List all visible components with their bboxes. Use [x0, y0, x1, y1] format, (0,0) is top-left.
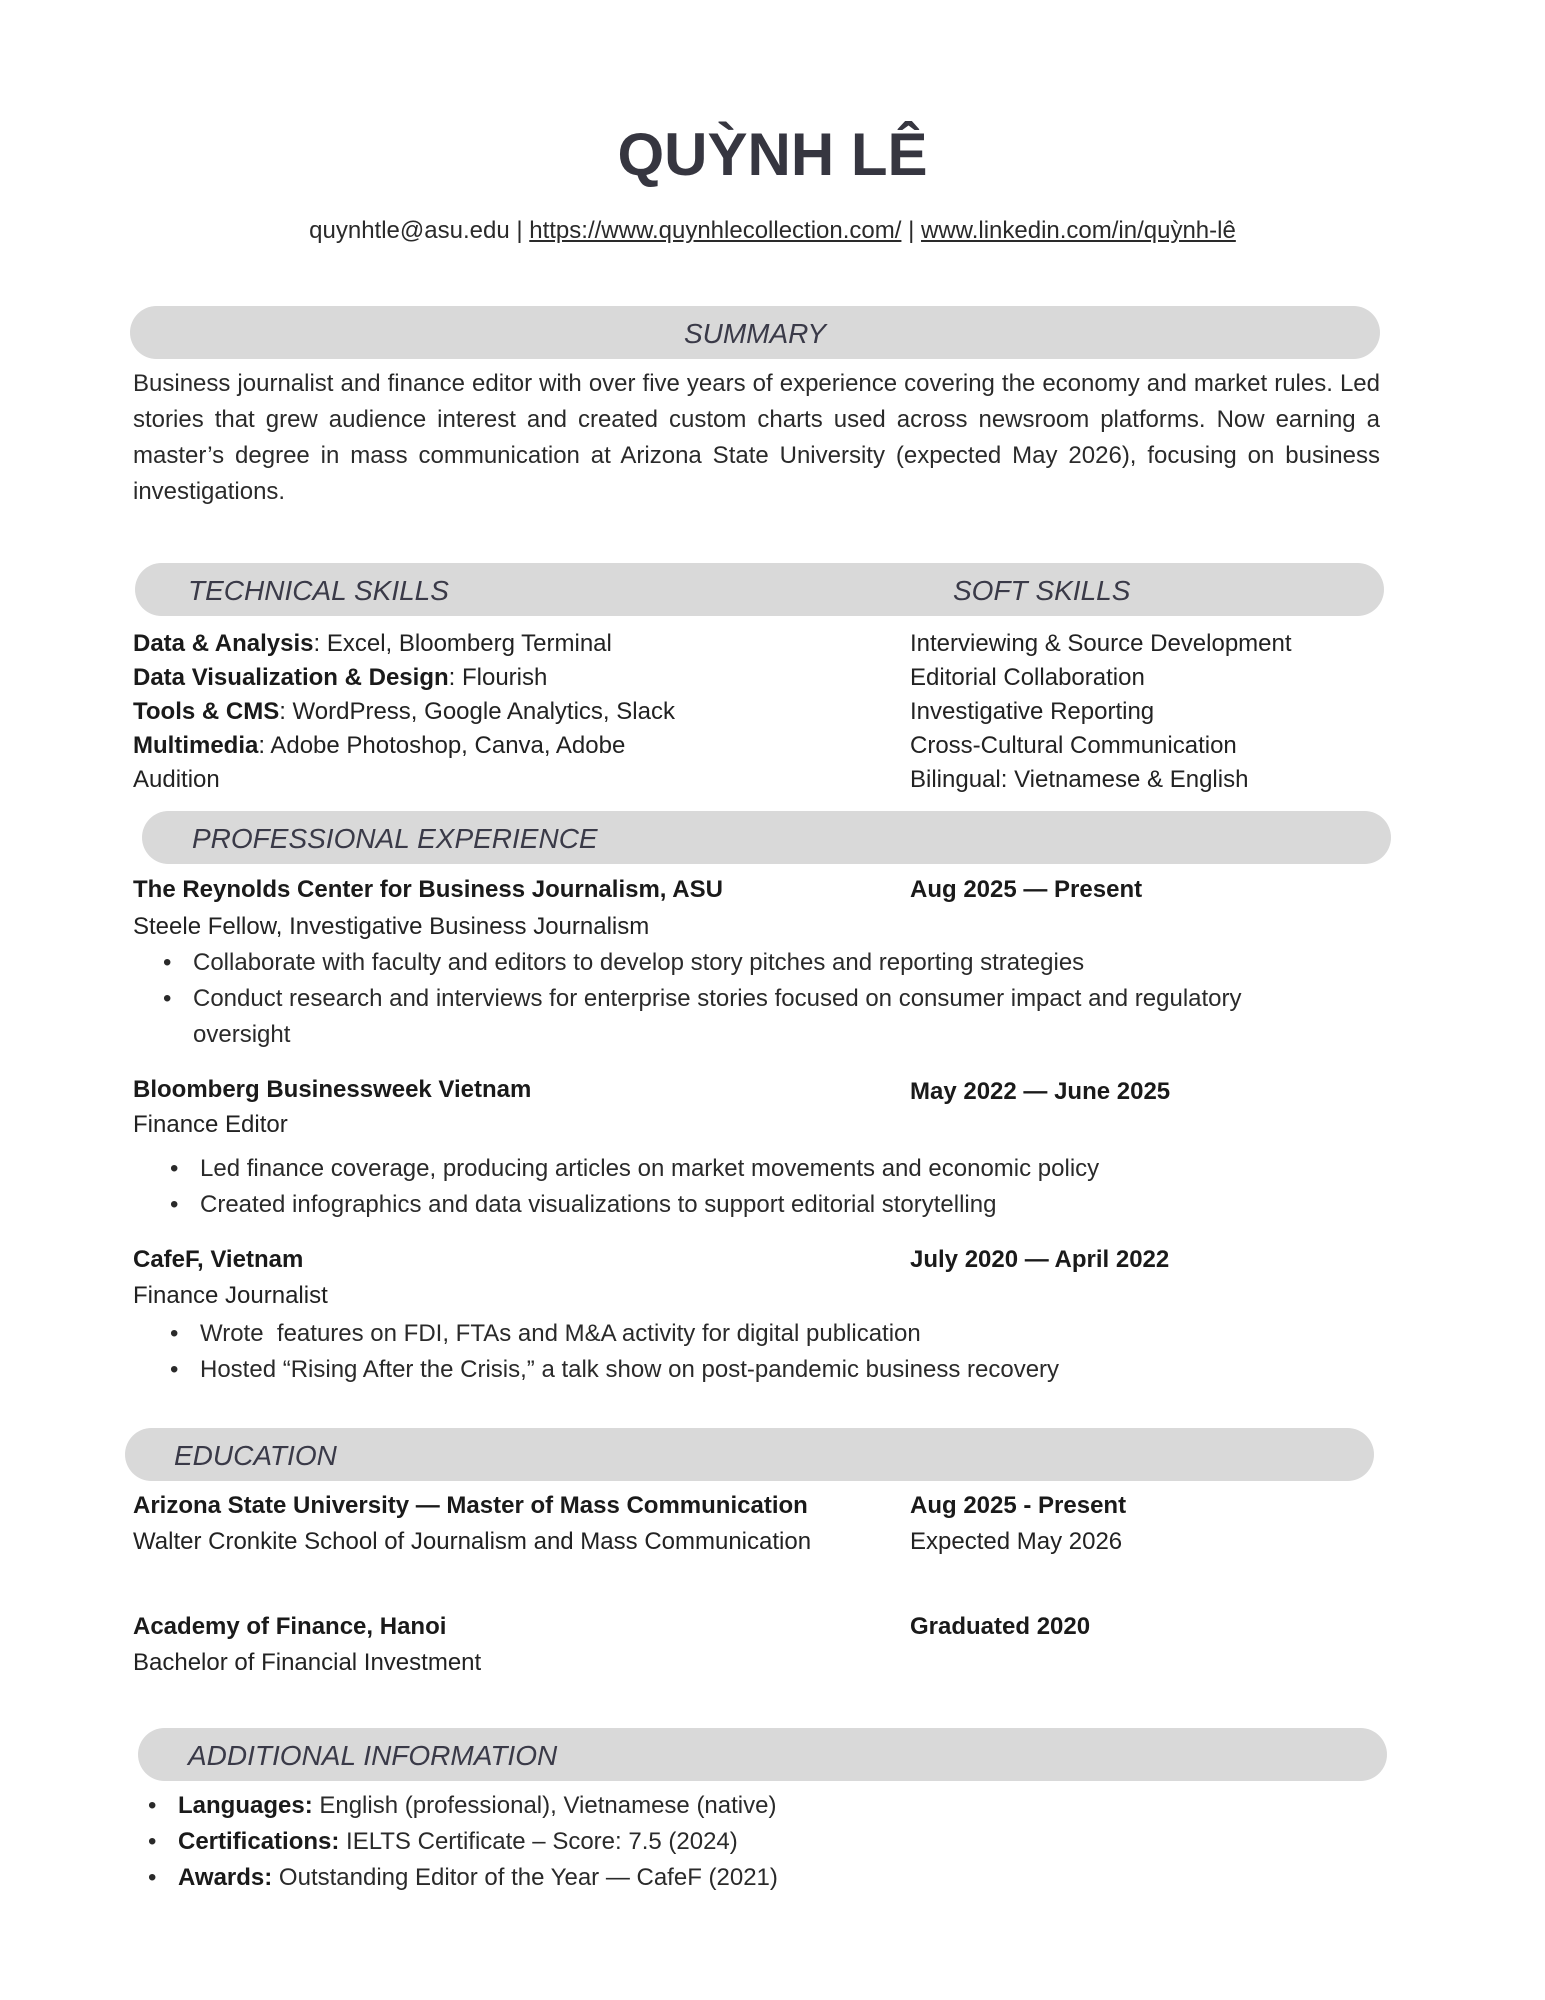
summary-heading: SUMMARY: [683, 318, 827, 349]
job-bullet: • Created infographics and data visualizations to support editorial storytelling: [200, 1187, 1099, 1223]
technical-skill-item: Multimedia: Adobe Photoshop, Canva, Adobe: [133, 732, 626, 759]
job-bullet: • Conduct research and interviews for enterprise stories focused on consumer impact and regulatory: [193, 981, 1242, 1017]
technical-skill-item: Audition: [133, 766, 220, 793]
bullet-icon: •: [163, 949, 172, 976]
technical-skill-item: Data & Analysis: Excel, Bloomberg Terminal: [133, 630, 612, 657]
job-bullet-continuation: oversight: [193, 1021, 291, 1048]
bullet-icon: •: [148, 1792, 157, 1819]
education-detail: Walter Cronkite School of Journalism and Mass Communication: [133, 1528, 812, 1555]
additional-item: • Awards: Outstanding Editor of the Year — CafeF (2021): [178, 1860, 778, 1896]
job-organization: CafeF, Vietnam: [133, 1246, 304, 1273]
candidate-name: QUỲNH LÊ: [617, 121, 928, 188]
additional-header-bar: [138, 1728, 1387, 1781]
technical-skills-heading: TECHNICAL SKILLS: [188, 575, 449, 606]
education-dates: Aug 2025 - Present: [910, 1492, 1127, 1519]
linkedin-link[interactable]: www.linkedin.com/in/quỳnh-lê: [921, 217, 1236, 244]
website-link[interactable]: https://www.quynhlecollection.com/: [529, 217, 902, 244]
job-bullet: • Hosted “Rising After the Crisis,” a talk show on post-pandemic business recovery: [200, 1352, 1059, 1388]
education-note: Expected May 2026: [910, 1528, 1123, 1555]
job-bullets: [163, 945, 1242, 1053]
summary-header-bar: [130, 306, 1380, 359]
soft-skill-item: Interviewing & Source Development: [910, 630, 1292, 657]
technical-skill-item: Tools & CMS: WordPress, Google Analytics, Slack: [133, 698, 675, 725]
job-role: Steele Fellow, Investigative Business Journalism: [133, 913, 650, 940]
separator: |: [516, 217, 523, 244]
technical-skill-item: Data Visualization & Design: Flourish: [133, 664, 548, 691]
bullet-icon: •: [170, 1356, 179, 1383]
bullet-icon: •: [148, 1864, 157, 1891]
email-text: quynhtle@asu.edu: [309, 217, 510, 244]
additional-item: • Languages: English (professional), Vietnamese (native): [178, 1788, 778, 1824]
education-school: Arizona State University — Master of Mass Communication: [133, 1492, 808, 1519]
education-school: Academy of Finance, Hanoi: [133, 1613, 447, 1640]
skills-header-bar: [135, 563, 1384, 616]
job-bullets: [170, 1151, 1100, 1223]
bullet-icon: •: [163, 985, 172, 1012]
education-header-bar: [125, 1428, 1374, 1481]
soft-skills-heading: SOFT SKILLS: [953, 575, 1131, 606]
summary-paragraph: Business journalist and finance editor with over five years of experience covering the economy and market rules. Led stories that grew audience interest and created custom charts used across newsroom platforms. Now earning a master’s degree in mass communication at Arizona State University (expected May 2026), focusing on business investigations.: [133, 370, 1380, 505]
experience-header-bar: [142, 811, 1391, 864]
soft-skill-item: Editorial Collaboration: [910, 664, 1145, 691]
job-dates: May 2022 — June 2025: [910, 1078, 1171, 1105]
education-detail: Bachelor of Financial Investment: [133, 1649, 482, 1676]
additional-item: • Certifications: IELTS Certificate – Score: 7.5 (2024): [178, 1824, 778, 1860]
soft-skill-item: Bilingual: Vietnamese & English: [910, 766, 1249, 793]
bullet-icon: •: [170, 1191, 179, 1218]
job-bullets: [170, 1316, 1060, 1388]
bullet-icon: •: [170, 1155, 179, 1182]
job-dates: July 2020 — April 2022: [910, 1246, 1170, 1273]
education-heading: EDUCATION: [174, 1440, 337, 1471]
bullet-icon: •: [148, 1828, 157, 1855]
job-role: Finance Journalist: [133, 1282, 328, 1309]
job-bullet: • Collaborate with faculty and editors to develop story pitches and reporting strategies: [193, 945, 1242, 981]
job-organization: Bloomberg Businessweek Vietnam: [133, 1076, 532, 1103]
job-dates: Aug 2025 — Present: [910, 876, 1143, 903]
experience-heading: PROFESSIONAL EXPERIENCE: [192, 823, 598, 854]
bullet-icon: •: [170, 1320, 179, 1347]
additional-list: [148, 1788, 778, 1896]
job-organization: The Reynolds Center for Business Journalism, ASU: [133, 876, 723, 903]
separator: |: [908, 217, 915, 244]
job-bullet: • Wrote features on FDI, FTAs and M&A activity for digital publication: [200, 1316, 1059, 1352]
education-dates: Graduated 2020: [910, 1613, 1091, 1640]
job-bullet: • Led finance coverage, producing articles on market movements and economic policy: [200, 1151, 1099, 1187]
soft-skill-item: Cross-Cultural Communication: [910, 732, 1237, 759]
contact-line: [0, 217, 1545, 245]
additional-heading: ADDITIONAL INFORMATION: [188, 1740, 558, 1771]
soft-skill-item: Investigative Reporting: [910, 698, 1155, 725]
job-role: Finance Editor: [133, 1111, 288, 1138]
